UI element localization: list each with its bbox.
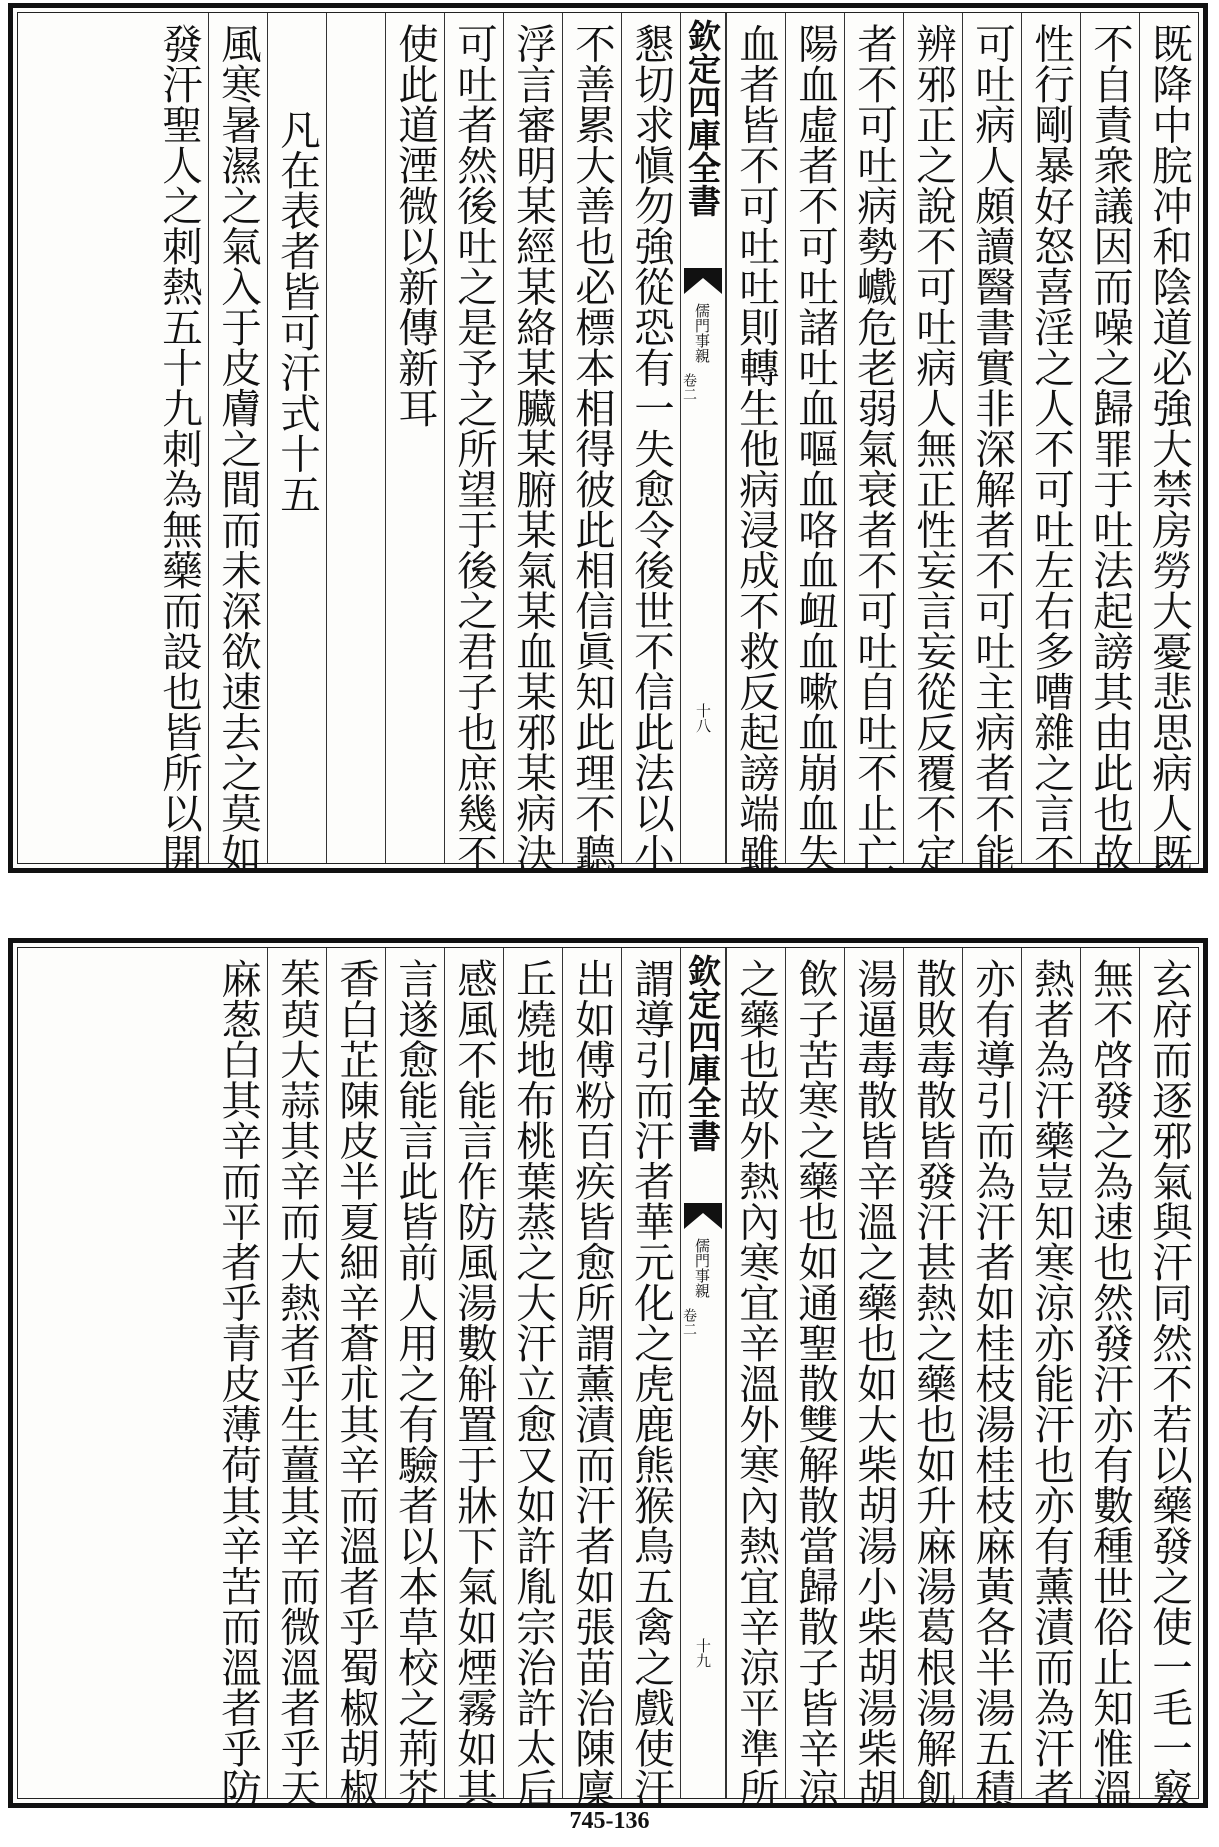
text-column: 不自責衆議因而噪之歸罪于吐法起謗其由此也故	[1080, 13, 1139, 863]
book-name: 儒門事親	[693, 1238, 711, 1298]
fish-tail-mark-icon	[684, 268, 722, 294]
text-column: 血者皆不可吐吐則轉生他病浸成不救反起謗端雖	[726, 13, 785, 863]
text-column: 浮言審明某經某絡某臟某腑某氣某血某邪某病決	[503, 13, 562, 863]
library-title: 欽定四庫全書	[683, 954, 722, 1152]
text-column: 湯逼毒散皆辛溫之藥也如大柴胡湯小柴胡湯柴胡	[844, 948, 903, 1798]
page-spine	[680, 13, 726, 863]
scan-page-number: 745-136	[569, 1808, 650, 1834]
section-heading-column	[267, 13, 326, 863]
page-spine	[680, 948, 726, 1798]
text-column: 不善累大善也必標本相得彼此相信眞知此理不聽	[562, 13, 621, 863]
fish-tail-mark-icon	[684, 1203, 722, 1229]
text-column: 風寒暑濕之氣入于皮膚之間而未深欲速去之莫如	[208, 13, 267, 863]
page-number: 十八	[694, 703, 712, 733]
text-column: 性行剛暴好怒喜淫之人不可吐左右多嘈雜之言不	[1021, 13, 1080, 863]
text-column: 可吐病人頗讀醫書實非深解者不可吐主病者不能	[962, 13, 1021, 863]
text-column: 之藥也故外熱內寒宜辛溫外寒內熱宜辛涼平準所	[726, 948, 785, 1798]
text-column: 辨邪正之說不可吐病人無正性妄言妄從反覆不定	[903, 13, 962, 863]
text-column: 散敗毒散皆發汗甚熱之藥也如升麻湯葛根湯解飢	[903, 948, 962, 1798]
bottom-page-columns	[17, 947, 1199, 1809]
text-column: 懇切求愼勿強從恐有一失愈令後世不信此法以小	[621, 13, 680, 863]
book-name: 儒門事親	[693, 303, 711, 363]
text-column: 無不啓發之為速也然發汗亦有數種世俗止知惟溫	[1080, 948, 1139, 1798]
text-column: 熱者為汗藥豈知寒涼亦能汗也亦有薰漬而為汗者	[1021, 948, 1080, 1798]
empty-column	[326, 13, 385, 863]
text-column: 丘燒地布桃葉蒸之大汗立愈又如許胤宗治許太后	[503, 948, 562, 1798]
text-column: 茱萸大蒜其辛而大熱者乎生薑其辛而微溫者乎天	[267, 948, 326, 1798]
text-column: 香白芷陳皮半夏細辛蒼朮其辛而溫者乎蜀椒胡椒	[326, 948, 385, 1798]
top-page	[8, 3, 1208, 873]
text-column: 陽血虛者不可吐諸吐血嘔血咯血衄血嗽血崩血失	[785, 13, 844, 863]
volume-label: 卷二	[681, 373, 697, 401]
text-column: 麻葱白其辛而平者乎青皮薄荷其辛苦而溫者乎防	[214, 958, 262, 1809]
text-column: 飲子苦寒之藥也如通聖散雙解散當歸散子皆辛涼	[785, 948, 844, 1798]
bottom-page	[8, 938, 1208, 1808]
page-number: 十九	[694, 1638, 712, 1668]
section-heading: 凡在表者皆可汗式十五	[273, 109, 321, 514]
text-column: 玄府而逐邪氣與汗同然不若以藥發之使一毛一竅	[1139, 948, 1198, 1798]
text-column: 言遂愈能言此皆前人用之有驗者以本草校之荊芥	[385, 948, 444, 1798]
text-column: 謂導引而汗者華元化之虎鹿熊猴鳥五禽之戲使汗	[621, 948, 680, 1798]
volume-label: 卷二	[681, 1308, 697, 1336]
text-column: 感風不能言作防風湯數斛置于牀下氣如煙霧如其	[444, 948, 503, 1798]
top-page-columns	[17, 12, 1199, 874]
text-column: 發汗聖人之刺熱五十九刺為無藥而設也皆所以開	[155, 23, 203, 874]
text-column: 亦有導引而為汗者如桂枝湯桂枝麻黃各半湯五積	[962, 948, 1021, 1798]
text-column: 可吐者然後吐之是予之所望于後之君子也庶幾不	[444, 13, 503, 863]
text-column: 者不可吐病勢巇危老弱氣衰者不可吐自吐不止亡	[844, 13, 903, 863]
text-column: 使此道湮微以新傳新耳	[385, 13, 444, 863]
library-title: 欽定四庫全書	[683, 19, 722, 217]
text-column: 既降中脘冲和陰道必強大禁房勞大憂悲思病人既	[1139, 13, 1198, 863]
text-column: 出如傅粉百疾皆愈所謂薰漬而汗者如張苗治陳廩	[562, 948, 621, 1798]
